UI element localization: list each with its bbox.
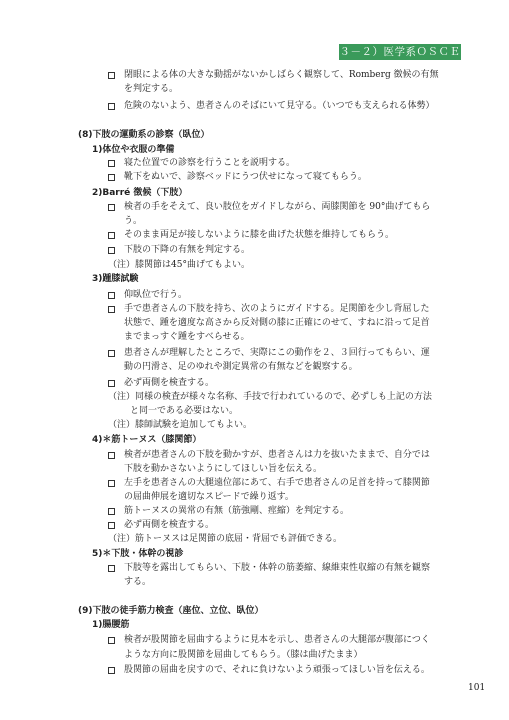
- note-text: （注）膝師試験を追加してもよい。: [108, 420, 253, 430]
- subsection-heading: 1)体位や衣服の準備: [92, 145, 175, 155]
- checklist-text: する。: [124, 577, 152, 587]
- section-header-badge: ３－２）医学系ＯＳＣＥ: [339, 46, 461, 58]
- checklist-text: 動の円滑さ、足のゆれや測定異常の有無などを観察する。: [124, 362, 358, 372]
- checkbox-icon: [108, 667, 115, 674]
- checkbox-icon: [108, 174, 115, 181]
- subsection-heading: 5)＊下肢・体幹の視診: [92, 549, 184, 559]
- checklist-text: 筋トーヌスの異常の有無（筋強剛、痙縮）を判定する。: [124, 506, 350, 516]
- checkbox-icon: [108, 452, 115, 459]
- checklist-text: 必ず両側を検査する。: [124, 378, 215, 388]
- checklist-text: 検者が股関節を屈曲するように見本を示し、患者さんの大腿部が腹部につく: [124, 635, 430, 645]
- checkbox-icon: [108, 522, 115, 529]
- subsection-heading: 4)＊筋トーヌス（膝関節）: [92, 435, 202, 445]
- note-text: と同一である必要はない。: [130, 406, 239, 416]
- checkbox-icon: [108, 380, 115, 387]
- checkbox-icon: [108, 72, 115, 79]
- checklist-text: そのまま両足が接しないように膝を曲げた状態を維持してもらう。: [124, 230, 395, 240]
- checkbox-icon: [108, 232, 115, 239]
- checklist-text: 検者の手をそえて、良い肢位をガイドしながら、両膝関節を 90°曲げてもら: [124, 202, 431, 212]
- note-text: （注）膝関節は45°曲げてもよい。: [108, 260, 250, 270]
- checklist-text: を判定する。: [124, 84, 179, 94]
- section-heading: (8)下肢の運動系の診察（臥位）: [78, 130, 210, 140]
- checklist-text: 状態で、踵を適度な高さから反対側の膝に正確にのせて、すねに沿って足首: [124, 318, 430, 328]
- checkbox-icon: [108, 565, 115, 572]
- checklist-text: 靴下をぬいで、診察ベッドにうつ伏せになって寝てもらう。: [124, 172, 367, 182]
- checkbox-icon: [108, 508, 115, 515]
- checklist-text: までまっすぐ踵をすべらせる。: [124, 332, 250, 342]
- checkbox-icon: [108, 292, 115, 299]
- checklist-text: 下肢等を露出してもらい、下肢・体幹の筋萎縮、線維束性収縮の有無を観察: [124, 563, 431, 573]
- checkbox-icon: [108, 160, 115, 167]
- checklist-text: 下肢の下降の有無を判定する。: [124, 245, 251, 255]
- note-text: （注）筋トーヌスは足関節の底屈・背屈でも評価できる。: [108, 534, 343, 544]
- checklist-text: 下肢を動かさないようにしてほしい旨を伝える。: [124, 464, 323, 474]
- checklist-text: の屈曲伸展を適切なスピードで繰り返す。: [124, 492, 294, 502]
- checklist-text: 仰臥位で行う。: [124, 290, 188, 300]
- checkbox-icon: [108, 103, 115, 110]
- checklist-text: 手で患者さんの下肢を持ち、次のようにガイドする。足関節を少し背屈した: [124, 304, 430, 314]
- subsection-heading: 2)Barré 徴候（下肢）: [92, 188, 188, 198]
- checklist-text: 必ず両側を検査する。: [124, 520, 215, 530]
- checkbox-icon: [108, 204, 115, 211]
- checklist-text: ような方向に股関節を屈曲してもらう。（膝は曲げたまま）: [124, 650, 363, 660]
- checkbox-icon: [108, 306, 115, 313]
- checklist-text: 閉眼による体の大きな動揺がないかしばらく観察して、Romberg 徴候の有無: [124, 70, 439, 80]
- section-heading: (9)下肢の徒手筋力検査（座位、立位、臥位）: [78, 606, 264, 616]
- subsection-heading: 3)踵膝試験: [92, 274, 139, 284]
- note-text: （注）同様の検査が様々な名称、手技で行われているので、必ずしも上記の方法: [108, 392, 432, 402]
- checklist-text: 患者さんが理解したところで、実際にこの動作を２、３回行ってもらい、運: [124, 348, 430, 358]
- checkbox-icon: [108, 350, 115, 357]
- subsection-heading: 1)腸腰筋: [92, 620, 130, 630]
- page-number: 101: [468, 683, 486, 693]
- checklist-text: 股関節の屈曲を戻すので、それに負けないよう頑張ってほしい旨を伝える。: [124, 665, 430, 675]
- checklist-text: 左手を患者さんの大腿遠位部にあて、右手で患者さんの足首を持って膝関節: [124, 478, 430, 488]
- checkbox-icon: [108, 637, 115, 644]
- checkbox-icon: [108, 480, 115, 487]
- checklist-text: 危険のないよう、患者さんのそばにいて見守る。（いつでも支えられる体勢）: [124, 101, 435, 111]
- checkbox-icon: [108, 247, 115, 254]
- checklist-text: 寝た位置での診察を行うことを説明する。: [124, 158, 296, 168]
- checklist-text: う。: [124, 216, 143, 226]
- checklist-text: 検者が患者さんの下肢を動かすが、患者さんは力を抜いたままで、自分では: [124, 450, 430, 460]
